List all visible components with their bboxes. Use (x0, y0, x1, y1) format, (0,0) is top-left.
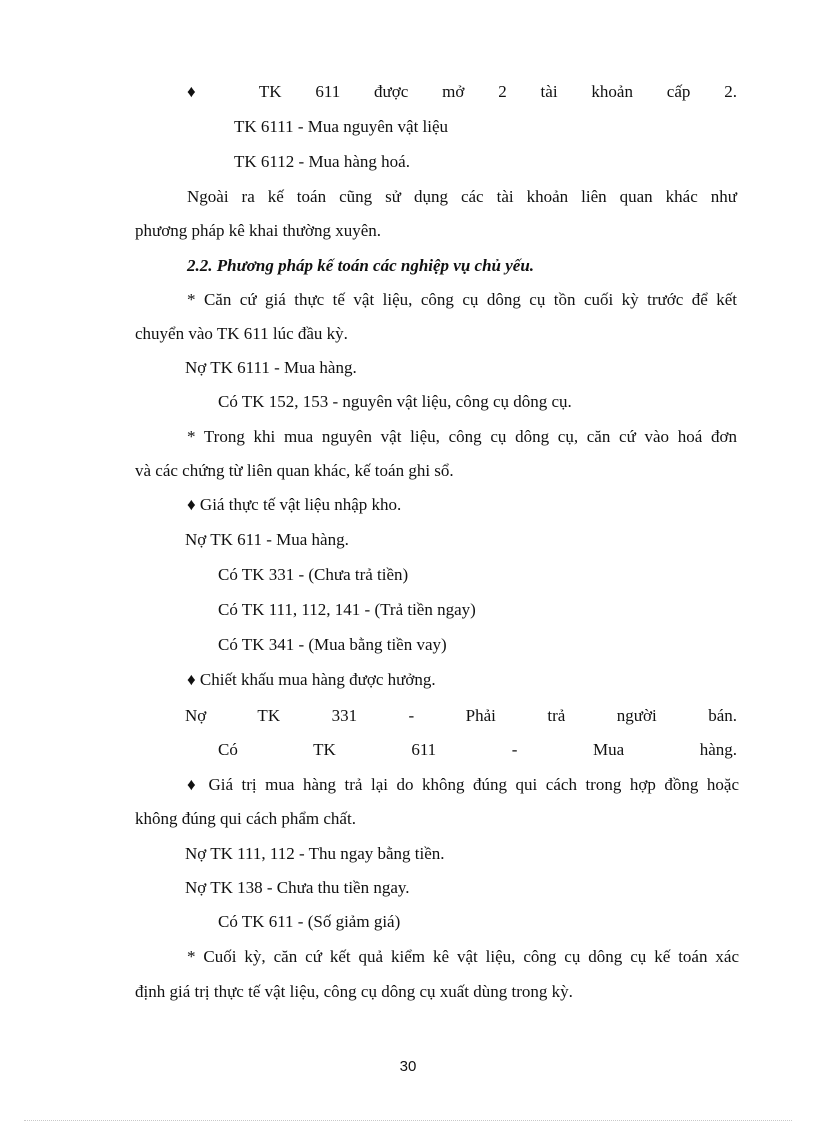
entry-debit-tk6111: Nợ TK 6111 - Mua hàng. (185, 358, 357, 377)
entry-debit-tk111-112: Nợ TK 111, 112 - Thu ngay bằng tiền. (185, 844, 445, 863)
section-heading-2-2: 2.2. Phương pháp kế toán các nghiệp vụ chủ yếu. (187, 256, 535, 275)
paragraph-opening-transfer-line1: * Căn cứ giá thực tế vật liệu, công cụ dông cụ tồn cuối kỳ trước để kết (187, 290, 737, 309)
paragraph-purchase-invoice-line1: * Trong khi mua nguyên vật liệu, công cụ dông cụ, căn cứ vào hoá đơn (187, 427, 737, 446)
line-tk6111: TK 6111 - Mua nguyên vật liệu (234, 117, 449, 136)
entry-credit-tk331: Có TK 331 - (Chưa trả tiền) (218, 565, 409, 584)
entry-credit-tk111-112-141: Có TK 111, 112, 141 - (Trả tiền ngay) (218, 600, 476, 619)
bullet-line-tk611-accounts: ♦ TK 611 được mở 2 tài khoản cấp 2. (187, 82, 737, 101)
bullet-line-returned-goods-line2: không đúng qui cách phẩm chất. (135, 809, 356, 828)
bullet-line-purchase-discount: ♦ Chiết khấu mua hàng được hưởng. (187, 670, 436, 689)
paragraph-period-end-line1: * Cuối kỳ, căn cứ kết quả kiểm kê vật liệu, công cụ dông cụ kế toán xác (187, 947, 739, 966)
entry-debit-tk611: Nợ TK 611 - Mua hàng. (185, 530, 349, 549)
line-tk6112: TK 6112 - Mua hàng hoá. (234, 152, 410, 171)
entry-credit-tk341: Có TK 341 - (Mua bằng tiền vay) (218, 635, 447, 654)
entry-credit-tk611-discount: Có TK 611 - (Số giảm giá) (218, 912, 401, 931)
entry-credit-tk611-purchase: Có TK 611 - Mua hàng. (218, 740, 737, 759)
paragraph-period-end-line2: định giá trị thực tế vật liệu, công cụ dông cụ xuất dùng trong kỳ. (135, 982, 573, 1001)
page-number: 30 (399, 1058, 417, 1075)
entry-debit-tk331: Nợ TK 331 - Phải trả người bán. (185, 706, 737, 725)
paragraph-other-accounts-line2: phương pháp kê khai thường xuyên. (135, 221, 382, 240)
paragraph-opening-transfer-line2: chuyển vào TK 611 lúc đầu kỳ. (135, 324, 348, 343)
entry-debit-tk138: Nợ TK 138 - Chưa thu tiền ngay. (185, 878, 410, 897)
paragraph-purchase-invoice-line2: và các chứng từ liên quan khác, kế toán ghi sổ. (135, 461, 454, 480)
bullet-line-returned-goods-line1: ♦ Giá trị mua hàng trả lại do không đúng qui cách trong hợp đồng hoặc (187, 775, 739, 794)
bullet-line-actual-price: ♦ Giá thực tế vật liệu nhập kho. (187, 495, 402, 514)
paragraph-other-accounts-line1: Ngoài ra kế toán cũng sử dụng các tài khoản liên quan khác như (187, 187, 737, 206)
entry-credit-tk152-153: Có TK 152, 153 - nguyên vật liệu, công cụ dông cụ. (218, 392, 572, 411)
footer-divider (24, 1120, 792, 1121)
